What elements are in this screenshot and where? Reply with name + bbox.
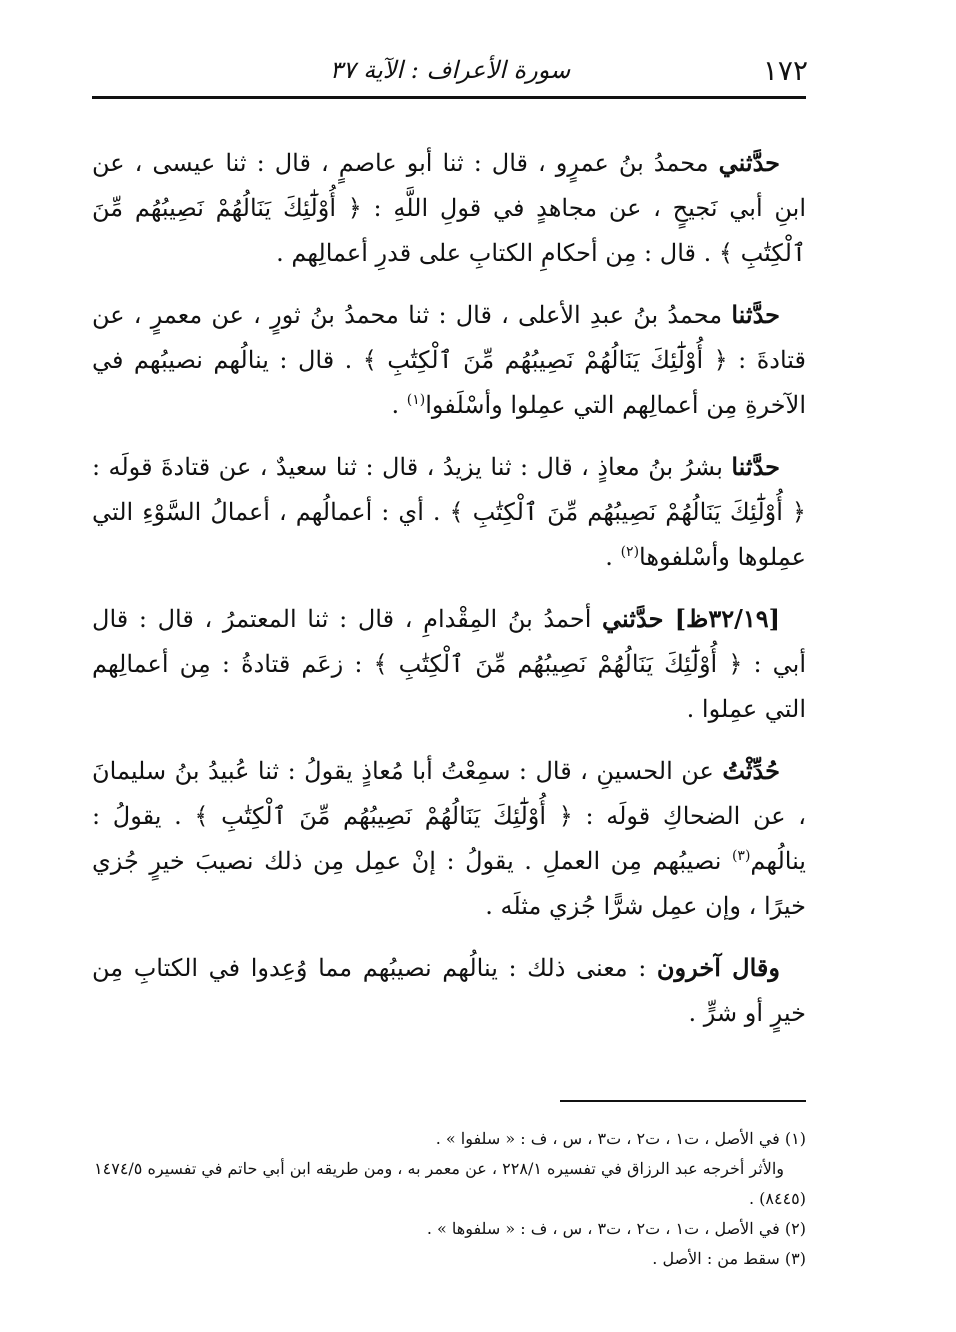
- paragraph-text: : معنى ذلك : ينالُهم نصيبُهم مما وُعِدوا في الكتابِ مِن خيرٍ أو شرٍّ .: [92, 954, 806, 1027]
- footnote-marker: (٣): [731, 848, 751, 864]
- main-text: [92, 140, 806, 1052]
- paragraph: [92, 140, 806, 276]
- paragraph-text: أحمدُ بنُ المِقْدامِ ، قال : ثنا المعتمرُ ، قال : قال أبي : ﴿ أُوْلَٰٓئِكَ يَنَالُهُمْ نَصِيبُهُم مِّنَ ٱلْكِتَٰبِ ﴾ : زعَم قتادةُ : مِن أعمالِهم التي عمِلوا .: [92, 605, 806, 723]
- paragraph-text: محمدُ بنُ عمرٍو ، قال : ثنا أبو عاصمٍ ، قال : ثنا عيسى ، عن ابنِ أبي نَجيحٍ ، عن مجاهدٍ في قولِ اللَّهِ : ﴿ أُوْلَٰٓئِكَ يَنَالُهُمْ نَصِيبُهُم مِّنَ ٱلْكِتَٰبِ ﴾ . قال : مِن أحكامِ الكتابِ على قدرِ أعمالِهم .: [92, 149, 806, 267]
- narration-lead: حُدِّثْتُ: [722, 756, 780, 785]
- paragraph-text: محمدُ بنُ عبدِ الأعلى ، قال : ثنا محمدُ بنُ ثورٍ ، عن معمرٍ ، عن قتادةَ : ﴿ أُوْلَٰٓئِكَ يَنَالُهُمْ نَصِيبُهُم مِّنَ ٱلْكِتَٰبِ ﴾ . قال : ينالُهم نصيبُهم في الآخرةِ مِن أعمالِهم التي عمِلوا وأسْلَفوا: [92, 301, 806, 419]
- narration-lead: حدَّثنا: [731, 300, 780, 329]
- footnote: والأثر أخرجه عبد الرزاق في تفسيره ٢٢٨/١ ، عن معمر به ، ومن طريقه ابن أبي حاتم في تفسيره ١٤٧٤/٥ (٨٤٤٥) .: [94, 1159, 806, 1208]
- narration-lead: حدَّثني: [718, 148, 780, 177]
- paragraph-text: بشرُ بنُ معاذٍ ، قال : ثنا يزيدُ ، قال : ثنا سعيدٌ ، عن قتادةَ قولَه : ﴿ أُوْلَٰٓئِكَ يَنَالُهُمْ نَصِيبُهُم مِّنَ ٱلْكِتَٰبِ ﴾ . أي : أعمالُهم ، أعمالُ السَّوْءِ التي عمِلوها وأسْلفوها: [92, 453, 806, 571]
- paragraph-text: عن الحسينِ ، قال : سمِعْتُ أبا مُعاذٍ يقولُ : ثنا عُبيدُ بنُ سليمانَ ، عن الضحاكِ قولَه : ﴿ أُوْلَٰٓئِكَ يَنَالُهُمْ نَصِيبُهُم مِّنَ ٱلْكِتَٰبِ ﴾ . يقولُ : ينالُهم: [92, 757, 806, 875]
- paragraph: [92, 444, 806, 580]
- page-number: ١٧٢: [762, 54, 808, 87]
- footnote: (١) في الأصل ، ت١ ، ت٢ ، ت٣ ، س ، ف : « سلفوا » .: [435, 1129, 806, 1148]
- narration-lead: [٣٢/١٩ظ] حدَّثني: [602, 604, 781, 633]
- header-rule: [92, 96, 806, 99]
- paragraph: [92, 748, 806, 929]
- footnote-rule: [560, 1100, 806, 1102]
- paragraph-tail: .: [391, 391, 407, 419]
- footnote: (٢) في الأصل ، ت١ ، ت٢ ، ت٣ ، س ، ف : « سلفوها » .: [426, 1219, 806, 1238]
- footnote: (٣) سقط من : الأصل .: [652, 1249, 806, 1268]
- page-header: [92, 48, 808, 98]
- paragraph: [92, 596, 806, 732]
- paragraph-tail: نصيبُهم مِن العملِ . يقولُ : إنْ عمِل مِن ذلك نصيبَ خيرٍ جُزي خيرًا ، وإن عمِل شرًّا جُزي مثلَه .: [92, 847, 806, 920]
- footnote-marker: (١): [406, 392, 426, 408]
- paragraph: [92, 945, 806, 1036]
- footnote-marker: (٢): [620, 544, 640, 560]
- paragraph-tail: .: [605, 543, 621, 571]
- narration-lead: حدَّثنا: [731, 452, 780, 481]
- narration-lead: وقال آخرون: [656, 953, 780, 982]
- footnotes: [92, 1124, 806, 1274]
- running-title: سورة الأعراف : الآية ٣٧: [329, 56, 571, 84]
- paragraph: [92, 292, 806, 428]
